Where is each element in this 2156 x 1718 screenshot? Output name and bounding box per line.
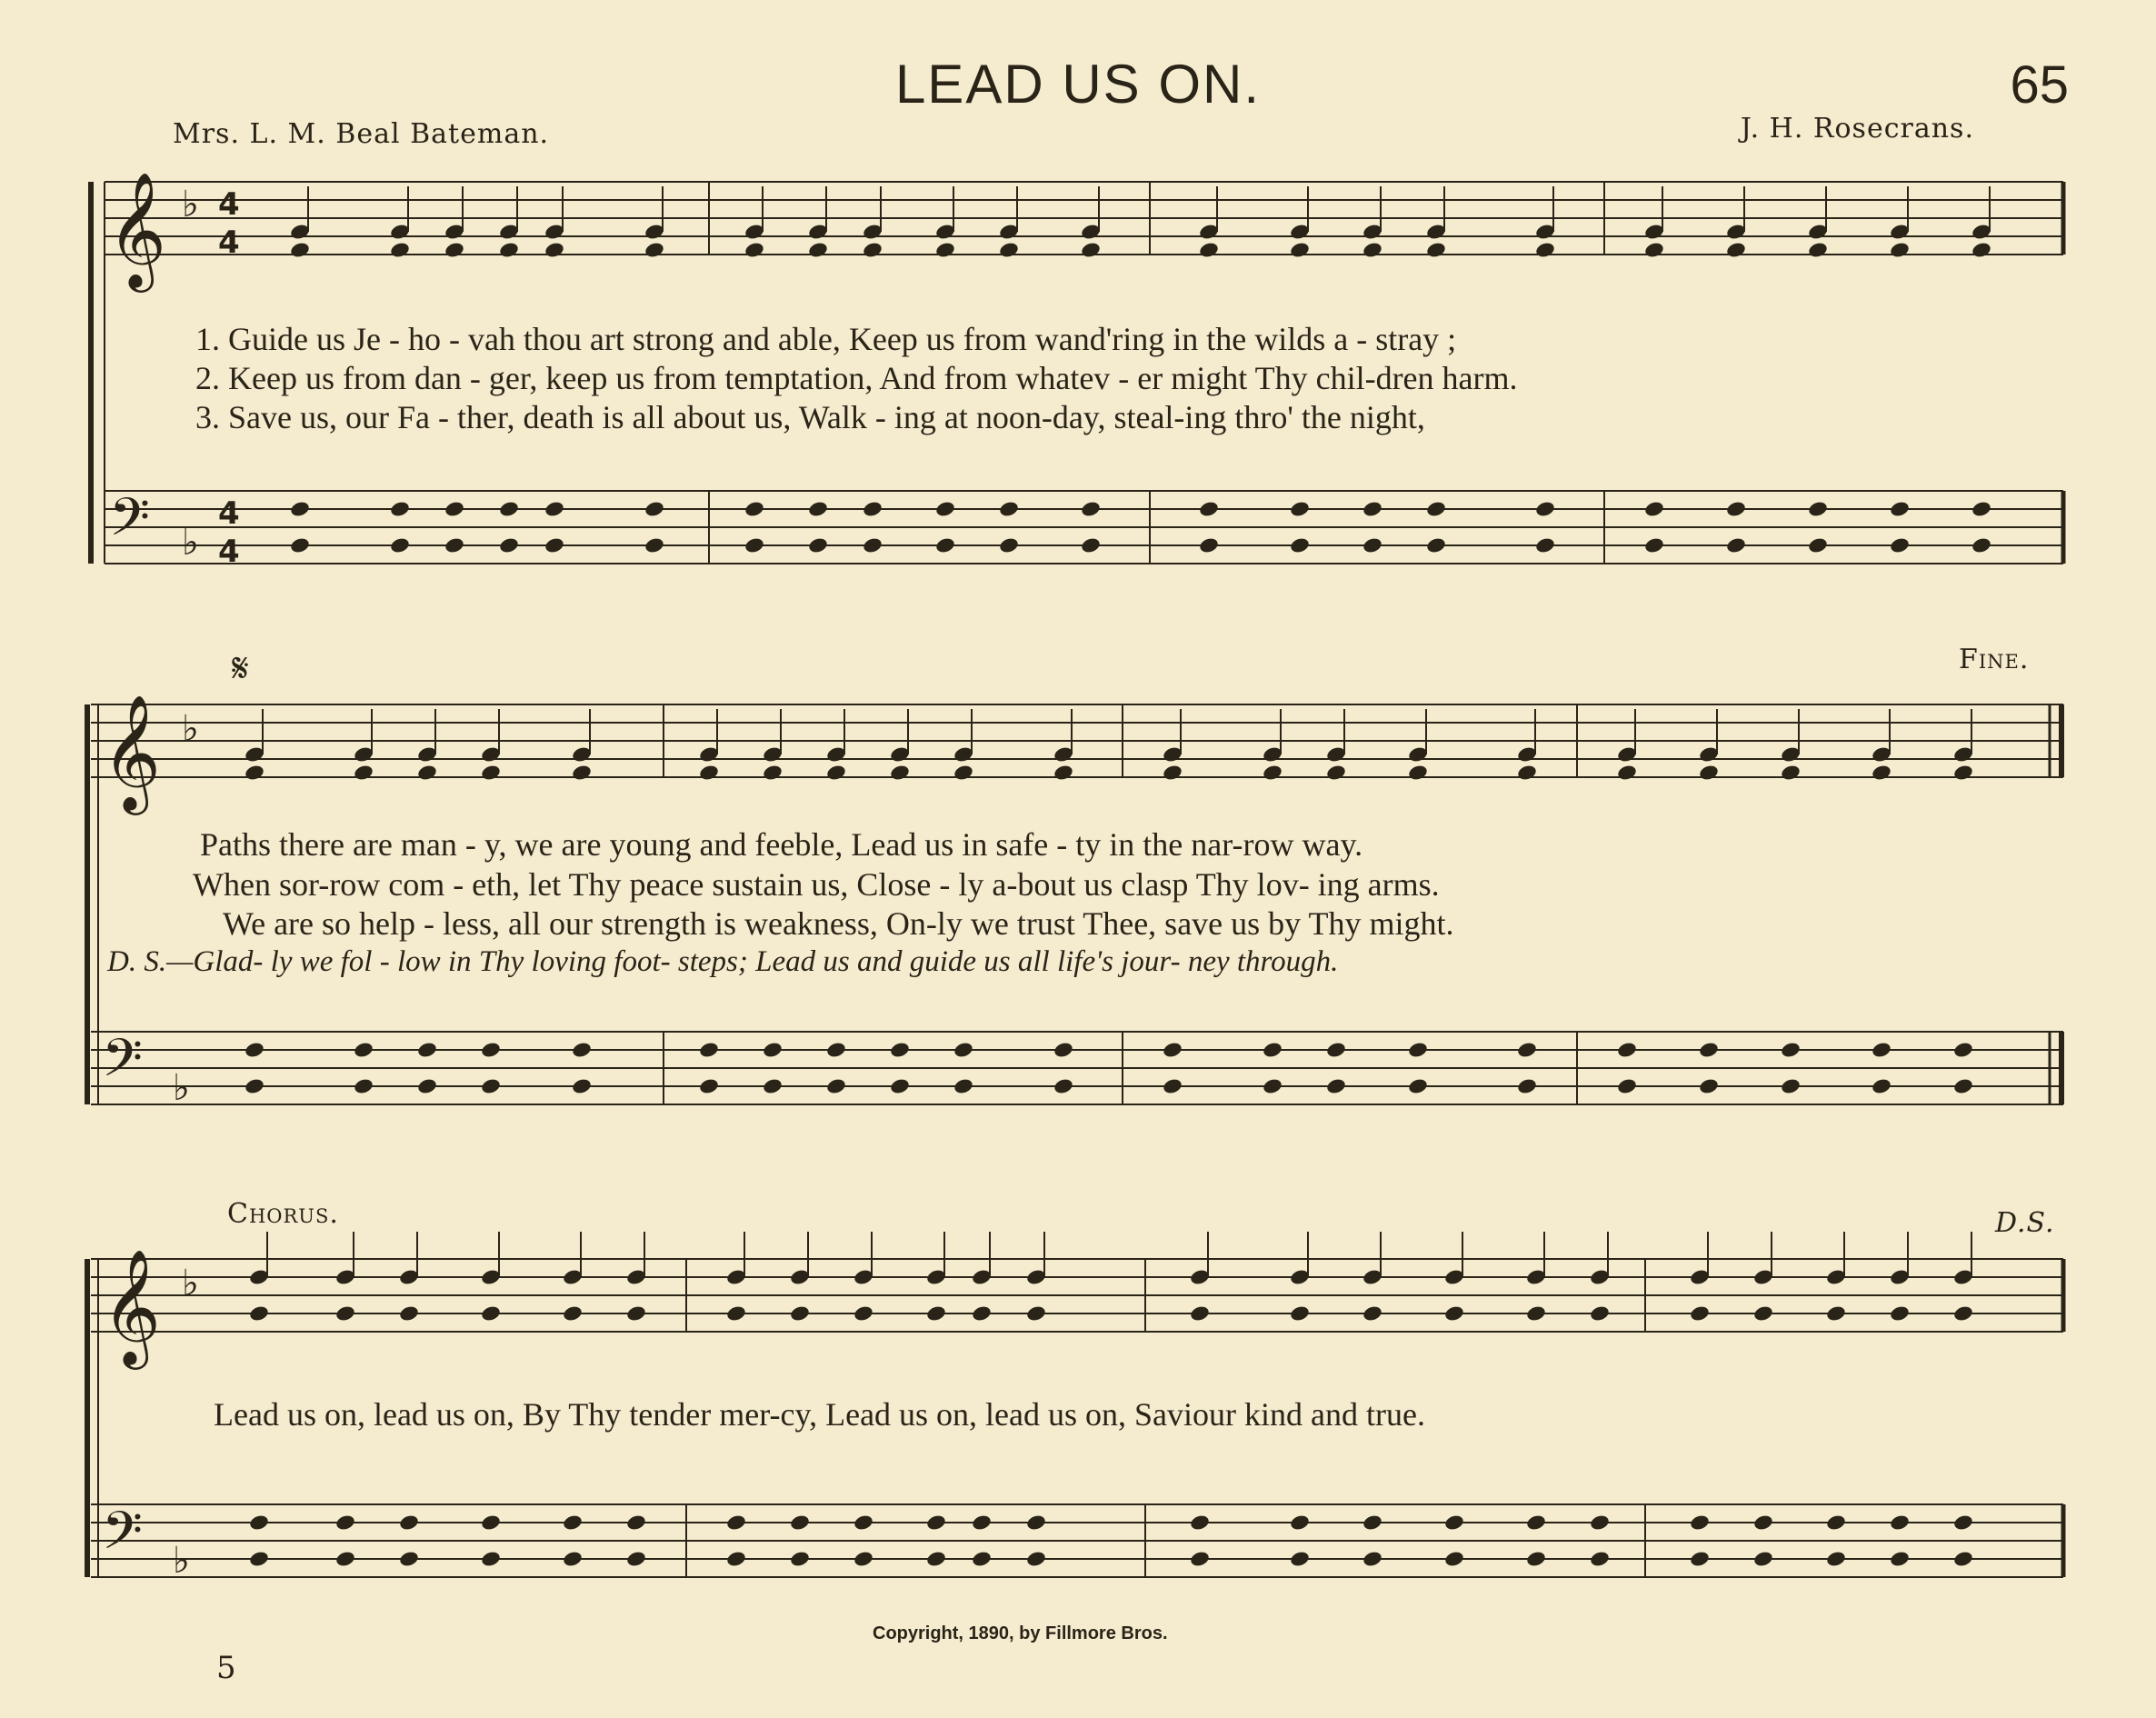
notehead — [571, 1077, 593, 1095]
treble-clef-icon: 𝄞 — [107, 171, 167, 287]
notehead — [289, 241, 311, 259]
svg-text:4: 4 — [218, 186, 240, 223]
notehead — [971, 1304, 993, 1323]
notehead — [334, 1304, 356, 1323]
notehead — [1162, 1077, 1183, 1095]
notehead — [334, 1513, 356, 1532]
notehead — [480, 1077, 502, 1095]
notehead — [480, 1304, 502, 1323]
notehead — [1889, 1304, 1911, 1323]
notehead — [1362, 536, 1383, 554]
notehead — [1780, 1041, 1802, 1059]
notehead — [480, 1513, 502, 1532]
notehead — [1443, 1513, 1465, 1532]
notehead — [248, 1550, 270, 1568]
notehead — [498, 500, 520, 518]
notehead — [862, 536, 883, 554]
notehead — [244, 1077, 265, 1095]
notehead — [1871, 1041, 1892, 1059]
notehead — [1289, 500, 1311, 518]
notehead — [1325, 1077, 1347, 1095]
fine-marker: Fine. — [1959, 644, 2030, 675]
notehead — [644, 536, 665, 554]
svg-text:♭: ♭ — [173, 1540, 190, 1582]
staff-system1-treble — [105, 182, 2063, 255]
notehead — [1262, 764, 1283, 782]
svg-text:♭: ♭ — [182, 708, 199, 750]
notehead — [1025, 1513, 1047, 1532]
notehead — [644, 500, 665, 518]
notehead — [444, 241, 465, 259]
notehead — [1807, 500, 1829, 518]
notehead — [1080, 536, 1102, 554]
notehead — [744, 241, 765, 259]
notehead — [398, 1550, 420, 1568]
ds-lyric-line: D. S.—Glad- ly we fol - low in Thy loving foot- steps; Lead us and guide us all life's jour- ney through. — [107, 945, 1339, 978]
verse-3-line-2: We are so help - less, all our strength is weakness, On-ly we trust Thee, save us by Thy might. — [223, 905, 1454, 942]
notehead — [1889, 241, 1911, 259]
svg-text:𝄢: 𝄢 — [102, 1500, 144, 1574]
notehead — [1443, 1550, 1465, 1568]
notehead — [1725, 500, 1747, 518]
notehead — [1952, 764, 1974, 782]
notehead — [1325, 764, 1347, 782]
ds-marker: D.S. — [1995, 1207, 2055, 1239]
notehead — [889, 764, 911, 782]
notehead — [1871, 1077, 1892, 1095]
svg-text:♭: ♭ — [182, 1263, 199, 1304]
notehead — [1080, 241, 1102, 259]
notehead — [971, 1550, 993, 1568]
notehead — [1616, 1041, 1638, 1059]
notehead — [1643, 241, 1665, 259]
notehead — [1689, 1304, 1711, 1323]
notehead — [1971, 500, 1992, 518]
verse-1-line-1: 1. Guide us Je - ho - vah thou art strong and able, Keep us from wand'ring in the wilds a - stray ; — [195, 321, 1457, 357]
notehead — [248, 1304, 270, 1323]
notehead — [1889, 1550, 1911, 1568]
notehead — [1362, 241, 1383, 259]
notehead — [998, 536, 1020, 554]
notehead — [789, 1513, 811, 1532]
notehead — [1425, 536, 1447, 554]
verse-3-line-1: 3. Save us, our Fa - ther, death is all about us, Walk - ing at noon-day, steal-ing thro' the night, — [195, 399, 1425, 435]
notehead — [807, 536, 829, 554]
notehead — [444, 500, 465, 518]
notehead — [244, 1041, 265, 1059]
notehead — [1198, 500, 1220, 518]
verse-2-line-1: 2. Keep us from dan - ger, keep us from temptation, And from whatev - er might Thy chil-dren harm. — [195, 360, 1518, 396]
notehead — [1698, 1077, 1720, 1095]
svg-text:♭: ♭ — [173, 1067, 190, 1109]
notehead — [1162, 1041, 1183, 1059]
notehead — [853, 1513, 874, 1532]
notehead — [416, 1041, 438, 1059]
notehead — [1262, 1041, 1283, 1059]
svg-text:4: 4 — [218, 225, 240, 261]
notehead — [1162, 764, 1183, 782]
notehead — [862, 241, 883, 259]
notehead — [1643, 500, 1665, 518]
notehead — [571, 1041, 593, 1059]
notehead — [1807, 241, 1829, 259]
notehead — [725, 1304, 747, 1323]
notehead — [1053, 764, 1074, 782]
notehead — [389, 536, 411, 554]
notehead — [925, 1304, 947, 1323]
svg-text:4: 4 — [218, 534, 240, 570]
notehead — [1952, 1513, 1974, 1532]
notehead — [334, 1550, 356, 1568]
notehead — [389, 500, 411, 518]
notehead — [1971, 241, 1992, 259]
notehead — [1289, 1513, 1311, 1532]
notehead — [1362, 1304, 1383, 1323]
verse-1-line-2: Paths there are man - y, we are young and feeble, Lead us in safe - ty in the nar-row way. — [200, 826, 1363, 863]
notehead — [244, 764, 265, 782]
notehead — [544, 536, 565, 554]
author-credit: Mrs. L. M. Beal Bateman. — [173, 118, 550, 150]
notehead — [1589, 1550, 1611, 1568]
notehead — [1516, 1041, 1538, 1059]
staff-system2-treble — [91, 704, 2063, 777]
notehead — [1889, 500, 1911, 518]
notehead — [1689, 1513, 1711, 1532]
page-number: 65 — [2010, 55, 2069, 115]
notehead — [480, 1041, 502, 1059]
notehead — [498, 536, 520, 554]
notehead — [1725, 241, 1747, 259]
notehead — [625, 1513, 647, 1532]
notehead — [1525, 1513, 1547, 1532]
svg-text:♭: ♭ — [182, 184, 199, 225]
notehead — [1952, 1304, 1974, 1323]
notehead — [789, 1304, 811, 1323]
notehead — [416, 1077, 438, 1095]
notehead — [1189, 1304, 1211, 1323]
notehead — [571, 764, 593, 782]
notehead — [934, 536, 956, 554]
notehead — [1971, 536, 1992, 554]
notehead — [544, 241, 565, 259]
segno-sign: 𝄋 — [232, 645, 250, 692]
notehead — [1752, 1550, 1774, 1568]
notehead — [1053, 1077, 1074, 1095]
notehead — [1825, 1513, 1847, 1532]
notehead — [1780, 1077, 1802, 1095]
chorus-lyric-line: Lead us on, lead us on, By Thy tender mer-cy, Lead us on, lead us on, Saviour kind and true. — [214, 1396, 1425, 1433]
notehead — [1025, 1304, 1047, 1323]
notehead — [1525, 1304, 1547, 1323]
notehead — [934, 500, 956, 518]
notehead — [698, 1077, 720, 1095]
notehead — [1952, 1041, 1974, 1059]
notehead — [1752, 1513, 1774, 1532]
notehead — [1362, 500, 1383, 518]
notehead — [1698, 764, 1720, 782]
notehead — [1534, 241, 1556, 259]
svg-text:𝄞: 𝄞 — [102, 1248, 162, 1364]
svg-text:𝄞: 𝄞 — [102, 694, 162, 810]
notehead — [698, 1041, 720, 1059]
composer-credit: J. H. Rosecrans. — [1740, 113, 1974, 145]
notehead — [644, 241, 665, 259]
notehead — [1289, 1304, 1311, 1323]
notehead — [1616, 764, 1638, 782]
notehead — [789, 1550, 811, 1568]
notehead — [998, 241, 1020, 259]
notehead — [1425, 500, 1447, 518]
notehead — [1698, 1041, 1720, 1059]
notehead — [562, 1513, 584, 1532]
notehead — [1616, 1077, 1638, 1095]
notehead — [562, 1550, 584, 1568]
notehead — [762, 764, 784, 782]
notehead — [544, 500, 565, 518]
notehead — [1780, 764, 1802, 782]
notehead — [953, 1041, 974, 1059]
notehead — [1725, 536, 1747, 554]
notehead — [1189, 1513, 1211, 1532]
notehead — [953, 1077, 974, 1095]
staff-system1-bass — [105, 491, 2063, 564]
notehead — [744, 500, 765, 518]
notehead — [971, 1513, 993, 1532]
notehead — [953, 764, 974, 782]
notehead — [1198, 536, 1220, 554]
notehead — [1871, 764, 1892, 782]
svg-text:𝄢: 𝄢 — [102, 1027, 144, 1102]
notehead — [1362, 1513, 1383, 1532]
svg-text:♭: ♭ — [182, 522, 199, 564]
notehead — [1889, 1513, 1911, 1532]
notehead — [1080, 500, 1102, 518]
notehead — [1407, 1077, 1429, 1095]
notehead — [1289, 241, 1311, 259]
notehead — [1752, 1304, 1774, 1323]
notehead — [825, 1077, 847, 1095]
notehead — [698, 764, 720, 782]
signature-mark: 5 — [216, 1650, 236, 1686]
notehead — [853, 1304, 874, 1323]
notehead — [1443, 1304, 1465, 1323]
notehead — [289, 536, 311, 554]
notehead — [1952, 1550, 1974, 1568]
notehead — [1407, 1041, 1429, 1059]
notehead — [444, 536, 465, 554]
notehead — [825, 1041, 847, 1059]
page-title: LEAD US ON. — [894, 54, 1262, 115]
notehead — [248, 1513, 270, 1532]
notehead — [1534, 536, 1556, 554]
notehead — [353, 764, 374, 782]
notehead — [625, 1304, 647, 1323]
notehead — [1289, 536, 1311, 554]
notehead — [389, 241, 411, 259]
notehead — [934, 241, 956, 259]
notehead — [998, 500, 1020, 518]
notehead — [1516, 764, 1538, 782]
notehead — [807, 241, 829, 259]
notehead — [1289, 1550, 1311, 1568]
notehead — [1589, 1304, 1611, 1323]
chorus-label: Chorus. — [227, 1198, 339, 1230]
notehead — [1198, 241, 1220, 259]
notehead — [353, 1041, 374, 1059]
notehead — [1689, 1550, 1711, 1568]
bass-clef-icon: 𝄢 — [109, 486, 151, 561]
svg-text:4: 4 — [218, 495, 240, 532]
notehead — [1825, 1304, 1847, 1323]
notehead — [725, 1513, 747, 1532]
staff-system3-bass — [91, 1504, 2063, 1577]
notehead — [1525, 1550, 1547, 1568]
staff-system3-treble — [91, 1259, 2063, 1332]
notehead — [889, 1041, 911, 1059]
notehead — [289, 500, 311, 518]
notehead — [862, 500, 883, 518]
verse-2-line-2: When sor-row com - eth, let Thy peace sustain us, Close - ly a-bout us clasp Thy lov- ing arms. — [193, 866, 1440, 903]
notehead — [353, 1077, 374, 1095]
notehead — [1825, 1550, 1847, 1568]
notehead — [889, 1077, 911, 1095]
notehead — [853, 1550, 874, 1568]
notehead — [825, 764, 847, 782]
notehead — [398, 1513, 420, 1532]
copyright-notice: Copyright, 1890, by Fillmore Bros. — [873, 1623, 1168, 1643]
notehead — [1262, 1077, 1283, 1095]
notehead — [1407, 764, 1429, 782]
notehead — [480, 764, 502, 782]
notehead — [1053, 1041, 1074, 1059]
notehead — [625, 1550, 647, 1568]
notehead — [1534, 500, 1556, 518]
notehead — [562, 1304, 584, 1323]
notehead — [725, 1550, 747, 1568]
notehead — [1025, 1550, 1047, 1568]
notehead — [498, 241, 520, 259]
notehead — [1952, 1077, 1974, 1095]
notehead — [744, 536, 765, 554]
notehead — [1189, 1550, 1211, 1568]
notehead — [1425, 241, 1447, 259]
notehead — [1807, 536, 1829, 554]
notehead — [1589, 1513, 1611, 1532]
notehead — [1362, 1550, 1383, 1568]
notehead — [807, 500, 829, 518]
notehead — [925, 1550, 947, 1568]
notehead — [762, 1041, 784, 1059]
notehead — [1325, 1041, 1347, 1059]
staff-system2-bass — [91, 1032, 2063, 1104]
notehead — [762, 1077, 784, 1095]
notehead — [398, 1304, 420, 1323]
notehead — [480, 1550, 502, 1568]
notehead — [416, 764, 438, 782]
notehead — [1643, 536, 1665, 554]
notehead — [1516, 1077, 1538, 1095]
notehead — [1889, 536, 1911, 554]
notehead — [925, 1513, 947, 1532]
